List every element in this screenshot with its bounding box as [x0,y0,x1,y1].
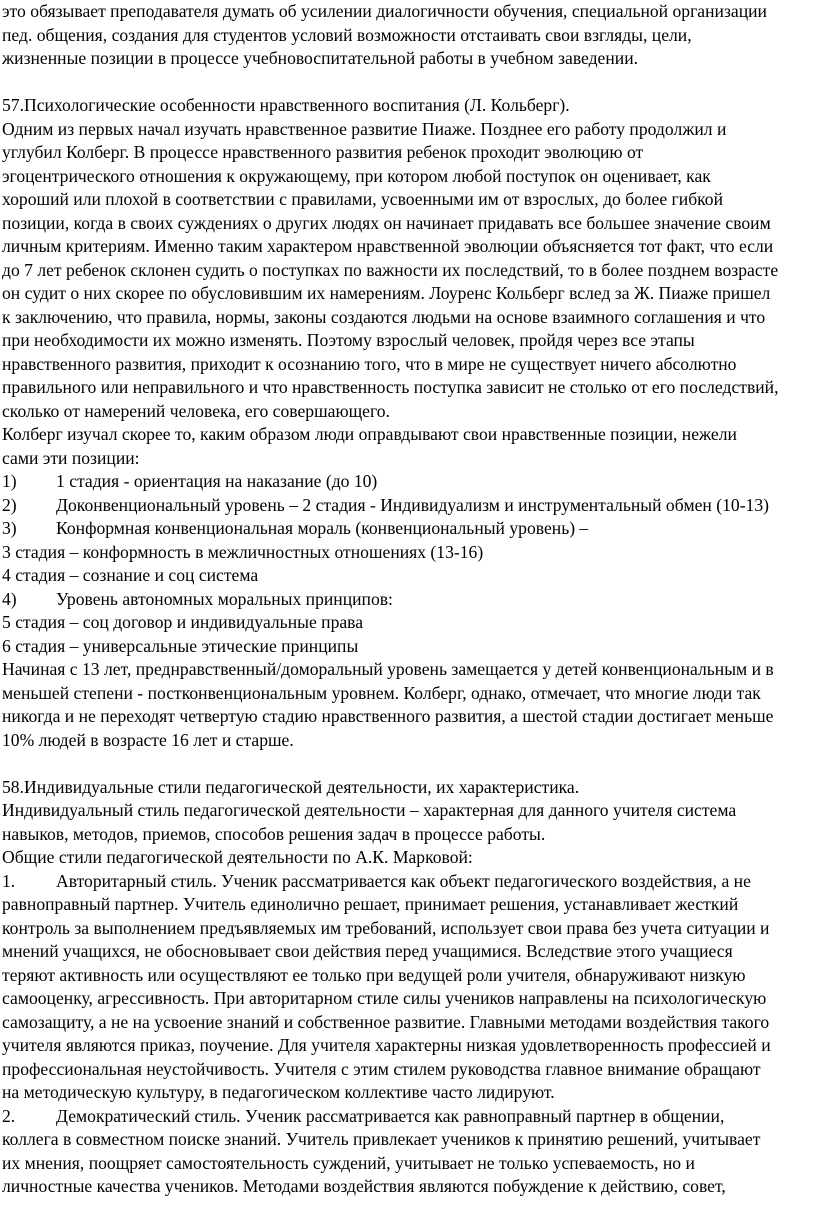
intro-paragraph [2,0,810,71]
list-text: Уровень автономных моральных принципов: [56,588,393,609]
style-item-authoritarian [2,870,810,1105]
stage-line: 6 стадия – универсальные этические принципы [2,635,359,656]
list-item [2,517,810,541]
text-line: теряют активность или осуществляют ее только при ведущей роли учителя, обнаруживают низкую [2,964,746,985]
text-line: при необходимости их можно изменять. Поэтому взрослый человек, пройдя через все этапы [2,330,695,350]
list-text: Демократический стиль. Ученик рассматривается как равноправный партнер в общении, [56,1105,725,1126]
list-text: Авторитарный стиль. Ученик рассматривается как объект педагогического воздействия, а не [56,870,751,891]
list-number: 2) [2,494,17,515]
blank-line [2,752,810,776]
text-line: личностные качества учеников. Методами воздействия являются побуждение к действию, совет, [2,1176,726,1196]
style-item-democratic [2,1105,810,1199]
list-item [2,870,810,894]
text-line: это обязывает преподавателя думать об усилении диалогичности обучения, специальной организации [2,1,767,21]
list-number: 4) [2,588,17,609]
stage-line: 4 стадия – сознание и соц система [2,565,259,585]
text-line: Индивидуальный стиль педагогической деятельности – характерная для данного учителя система [2,800,737,820]
text-line: учителя являются приказ, поучение. Для учителя характерны низкая удовлетворенность профессией и [2,1035,771,1055]
list-text: Доконвенциональный уровень – 2 стадия - Индивидуализм и инструментальный обмен (10-13) [56,494,770,515]
stage-line: 3 стадия – конформность в межличностных отношениях (13-16) [2,541,484,562]
blank-line [2,71,810,95]
text-line: их мнения, поощряет самостоятельность суждений, учитывает не только успеваемость, но и [2,1152,695,1173]
text-line: эгоцентрического отношения к окружающему, при котором любой поступок он оценивает, как [2,165,711,186]
text-line: самооценку, агрессивность. При авторитарном стиле силы учеников направлены на психологическую [2,988,767,1008]
text-line: на методическую культуру, в педагогическом коллективе часто лидируют. [2,1082,555,1102]
list-number: 2. [2,1105,16,1126]
text-line: мнений учащихся, не обосновывает свои действия перед учащимися. Вследствие этого учащиеся [2,941,733,961]
text-line: он судит о них скорее по обусловившим их намерениям. Лоуренс Кольберг вслед за Ж. Пиаже пришел [2,283,771,303]
text-line: контроль за выполнением предъявляемых им требований, использует свои права без учета ситуации и [2,917,770,938]
text-line: позиции, когда в своих суждениях о других людях он начинает придавать все большее значение своим [2,212,771,233]
text-line: хороший или плохой в соответствии с правилами, усвоенными им от взрослых, до более гибкой [2,189,724,209]
list-item [2,470,810,494]
text-line: сколько от намерений человека, его совершающего. [2,400,390,421]
paragraph [2,658,810,752]
section-title: 57.Психологические особенности нравственного воспитания (Л. Кольберг). [2,95,570,115]
text-line: меньшей степени - постконвенциональным уровнем. Колберг, однако, отмечает, что многие люди так [2,682,761,703]
text-line: самозащиту, а не на усвоение знаний и собственное развитие. Главными методами воздействия такого [2,1011,770,1032]
text-line: никогда и не переходят четвертую стадию нравственного развития, а шестой стадии достигает меньше [2,706,774,726]
text-line: равноправный партнер. Учитель единолично решает, принимает решения, устанавливает жесткий [2,894,739,914]
text-line: к заключению, что правила, нормы, законы создаются людьми на основе взаимного соглашения и что [2,306,766,327]
list-item [2,588,810,612]
text-line: пед. общения, создания для студентов условий возможности отстаивать свои взгляды, цели, [2,24,692,45]
text-line: навыков, методов, приемов, способов решения задач в процессе работы. [2,823,546,844]
text-line: сами эти позиции: [2,447,140,468]
section-57 [2,94,810,752]
paragraph [2,799,810,846]
text-line: личным критериям. Именно таким характером нравственной эволюции объясняется тот факт, что если [2,236,774,256]
text-line: коллега в совместном поиске знаний. Учитель привлекает учеников к принятию решений, учитывает [2,1129,761,1149]
text-line: правильного или неправильного и что нравственность поступка зависит не столько от его последствий, [2,377,779,397]
paragraph [2,423,810,470]
list-number: 3) [2,518,17,538]
text-line: профессиональная неустойчивость. Учителя с этим стилем руководства главное внимание обращают [2,1058,761,1079]
list-number: 1. [2,870,16,891]
stage-list [2,470,810,658]
section-58 [2,776,810,1199]
list-number: 1) [2,471,17,491]
text-line: жизненные позиции в процессе учебновоспитательной работы в учебном заведении. [2,48,639,68]
text-line: до 7 лет ребенок склонен судить о поступках по важности их последствий, то в более позднем возрасте [2,259,779,280]
paragraph [2,118,810,424]
stage-line: 5 стадия – соц договор и индивидуальные права [2,612,364,632]
text-line: нравственного развития, приходит к осознанию того, что в мире не существует ничего абсолютно [2,353,737,374]
text-line: Начиная с 13 лет, преднравственный/доморальный уровень замещается у детей конвенциональным и в [2,659,774,679]
text-line: Одним из первых начал изучать нравственное развитие Пиаже. Позднее его работу продолжил и [2,118,727,139]
list-text: 1 стадия - ориентация на наказание (до 10) [56,471,378,491]
section-title: 58.Индивидуальные стили педагогической деятельности, их характеристика. [2,776,580,797]
list-item [2,494,810,518]
text-line: 10% людей в возрасте 16 лет и старше. [2,729,294,750]
list-text: Конформная конвенциональная мораль (конвенциональный уровень) – [56,518,589,538]
list-item [2,1105,810,1129]
text-line: Общие стили педагогической деятельности по А.К. Марковой: [2,847,473,867]
text-line: углубил Колберг. В процессе нравственного развития ребенок проходит эволюцию от [2,142,644,162]
text-line: Колберг изучал скорее то, каким образом люди оправдывают свои нравственные позиции, нежели [2,424,737,444]
